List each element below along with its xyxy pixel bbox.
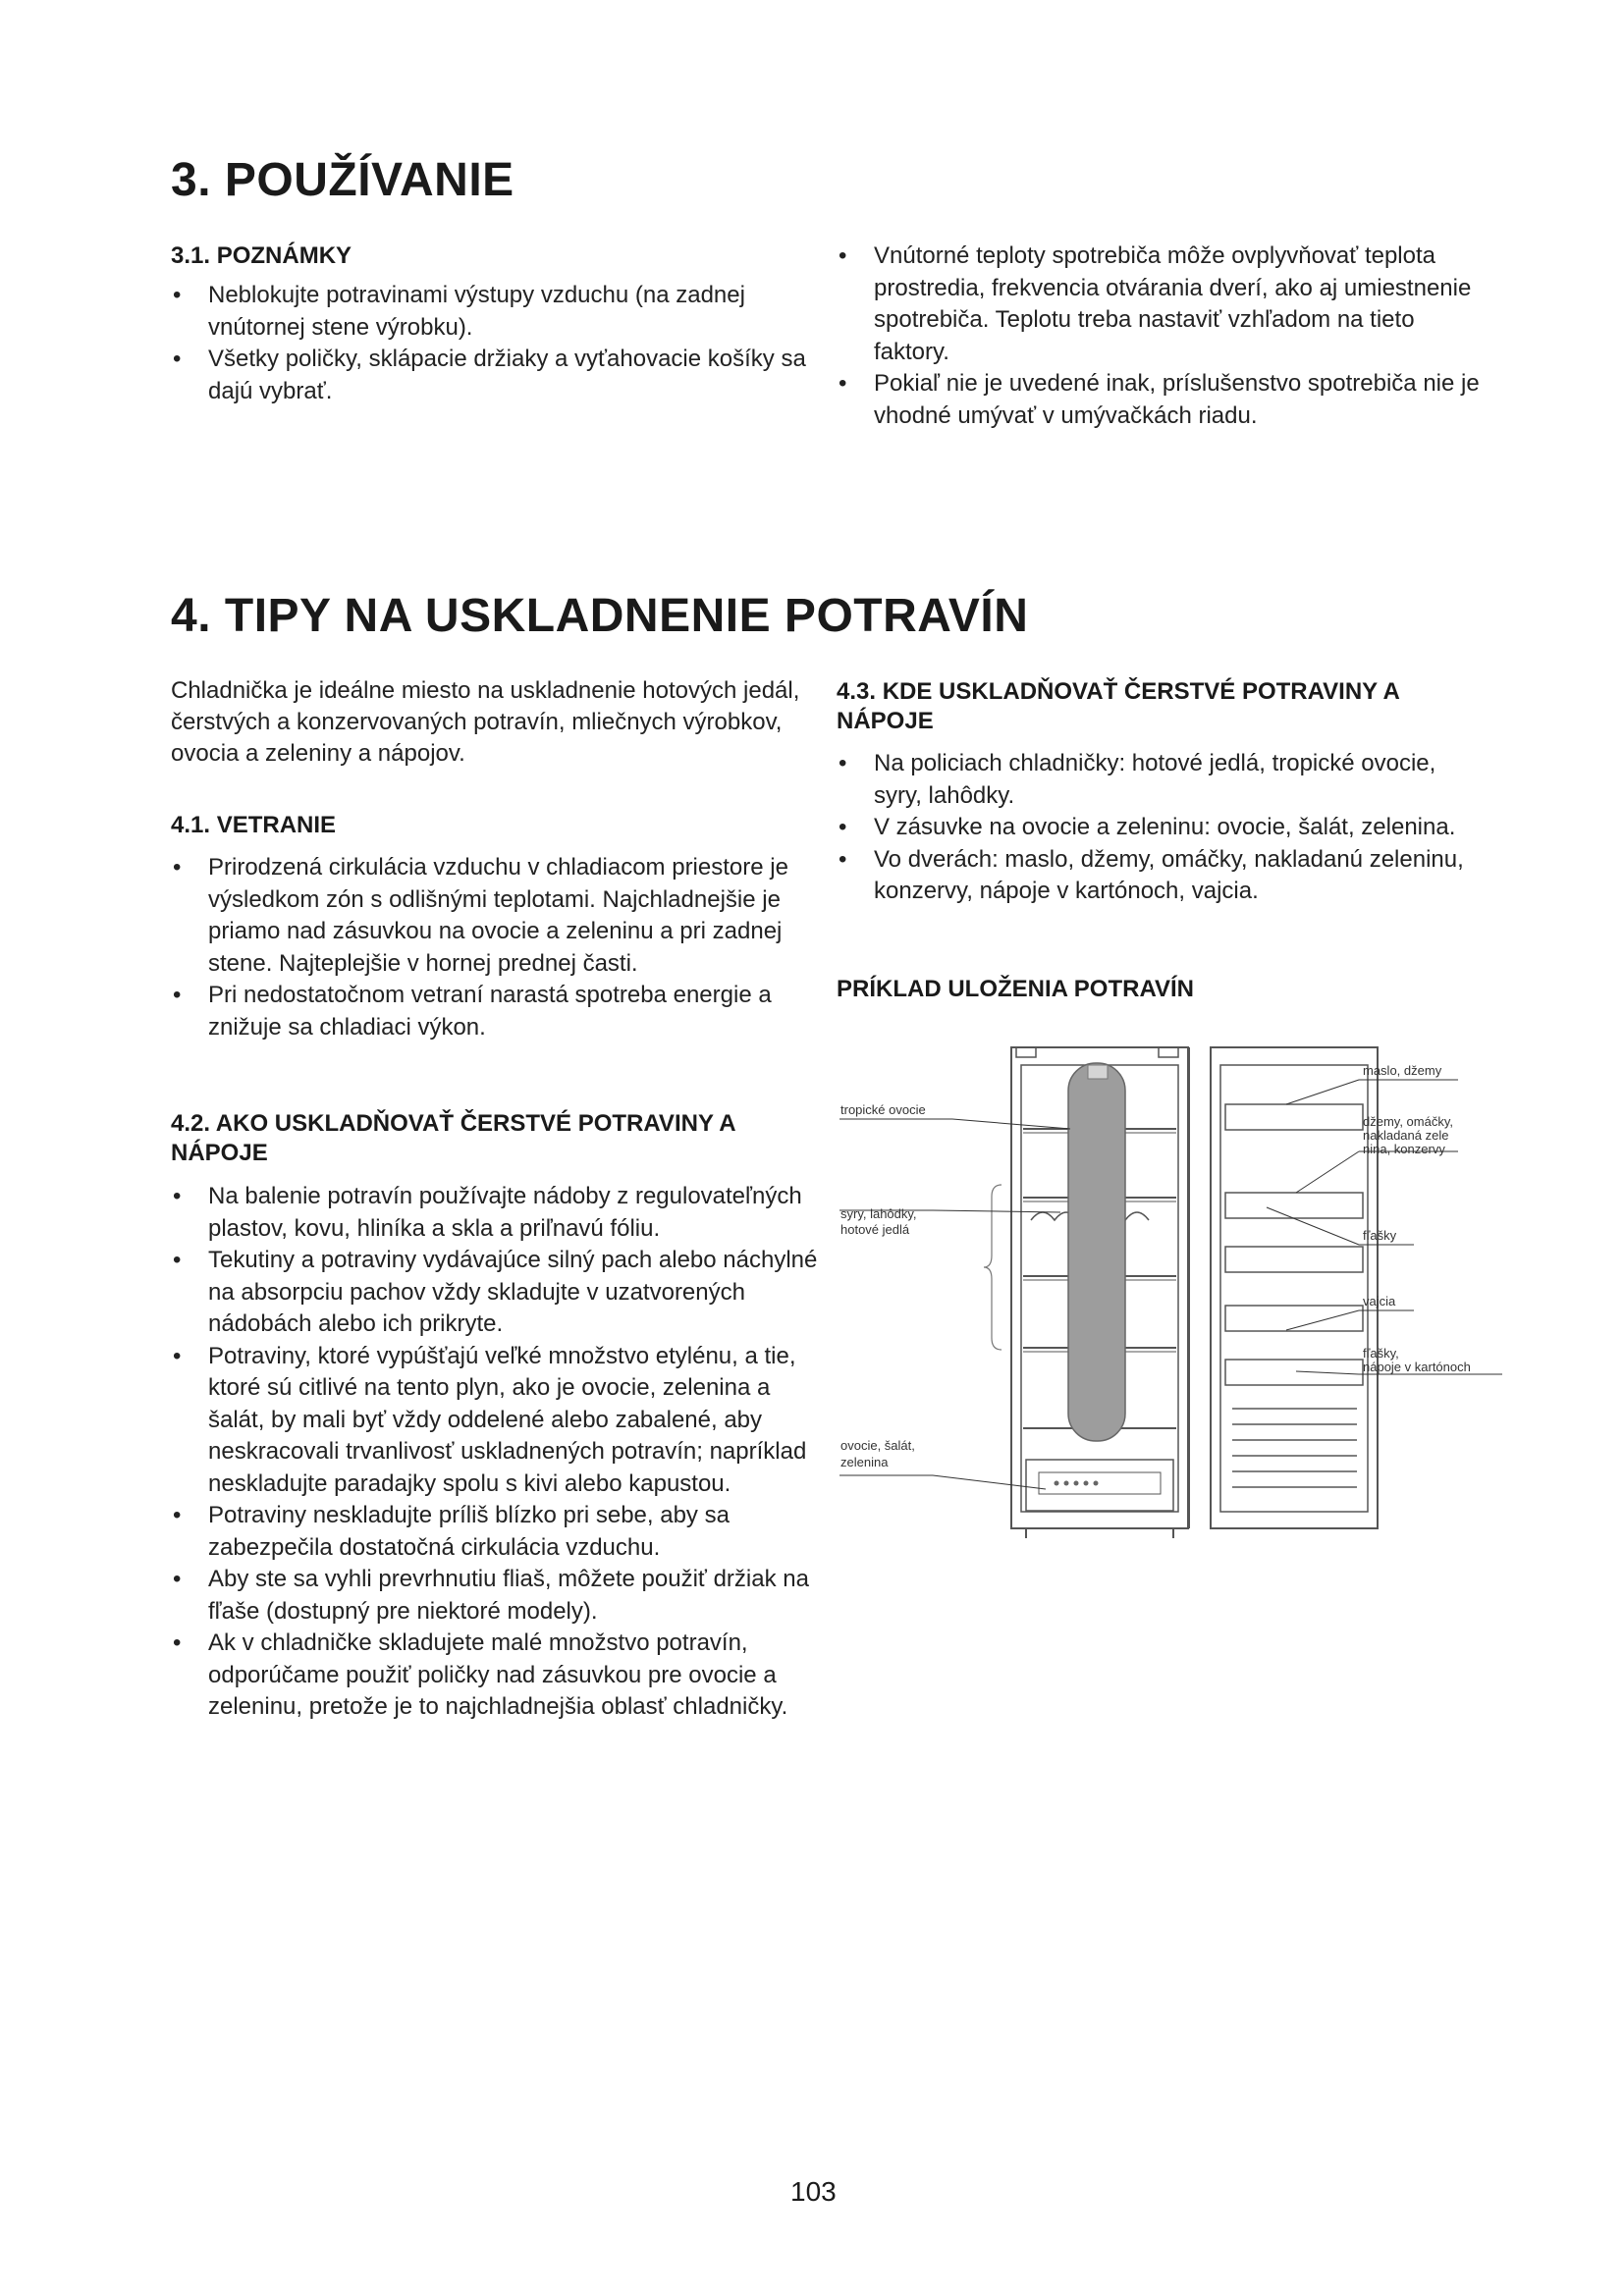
section-4-title: 4. TIPY NA USKLADNENIE POTRAVÍN	[171, 590, 1029, 642]
list-item: • Potraviny neskladujte príliš blízko pri sebe, aby sa zabezpečila dostatočná cirkulácia vzduchu.	[171, 1500, 819, 1564]
list-item: • Aby ste sa vyhli prevrhnutiu fliaš, môžete použiť držiak na fľaše (dostupný pre niektoré modely).	[171, 1564, 819, 1628]
section-4-1-heading: 4.1. VETRANIE	[171, 812, 337, 838]
section-3-1-heading: 3.1. POZNÁMKY	[171, 242, 352, 269]
label-cheese-line-2: hotové jedlá	[840, 1222, 910, 1237]
door-bin-3	[1225, 1247, 1363, 1272]
list-item: • Na balenie potravín používajte nádoby z regulovateľných plastov, kovu, hliníka a skla a priľnavú fóliu.	[171, 1181, 819, 1245]
section-4-2-list	[171, 1181, 819, 1724]
label-bottles: fľašky	[1363, 1228, 1397, 1243]
list-item: • Pokiaľ nie je uvedené inak, príslušenstvo spotrebiča nie je vhodné umývať v umývačkách riadu.	[837, 368, 1485, 432]
section-3-title: 3. POUŽÍVANIE	[171, 154, 514, 206]
list-item: • Potraviny, ktoré vypúšťajú veľké množstvo etylénu, a tie, ktoré sú citlivé na tento plyn, ako je ovocie, zelenina a šalát, by mali byť vždy oddelené alebo zabalené, aby neskracovali trvanlivosť uskladnených potravín; napríklad neskladujte paradajky spolu s kivi alebo kapustou.	[171, 1341, 819, 1501]
door-bin-4	[1225, 1306, 1363, 1331]
list-item: • Všetky poličky, sklápacie držiaky a vyťahovacie košíky sa dajú vybrať.	[171, 344, 809, 407]
list-item: • Neblokujte potravinami výstupy vzduchu (na zadnej vnútornej stene výrobku).	[171, 280, 809, 344]
label-jams-line-3: nina, konzervy	[1363, 1142, 1445, 1156]
section-4-3-heading: 4.3. KDE USKLADŇOVAŤ ČERSTVÉ POTRAVINY A NÁPOJE	[837, 678, 1399, 734]
label-jams-line-2: nakladaná zele	[1363, 1128, 1449, 1143]
section-4-2-heading: 4.2. AKO USKLADŇOVAŤ ČERSTVÉ POTRAVINY A NÁPOJE	[171, 1110, 735, 1166]
section-3-1-left-list	[171, 280, 809, 407]
list-item: • Prirodzená cirkulácia vzduchu v chladiacom priestore je výsledkom zón s odlišnými teplotami. Najchladnejšie je priamo nad zásuvkou na ovocie a zeleninu a pri zadnej stene. Najteplejšie v hornej prednej časti.	[171, 852, 809, 980]
section-3-1-right-list	[837, 240, 1485, 432]
label-butter-jams: maslo, džemy	[1363, 1063, 1442, 1078]
example-heading: PRÍKLAD ULOŽENIA POTRAVÍN	[837, 976, 1194, 1002]
label-vegetables-line-1: ovocie, šalát,	[840, 1438, 915, 1453]
label-bottles-cartons-line-2: nápoje v kartónoch	[1363, 1360, 1471, 1374]
label-tropical-fruit: tropické ovocie	[840, 1102, 926, 1117]
page-number: 103	[790, 2176, 837, 2207]
label-cheese-line-1: syry, lahôdky,	[840, 1206, 917, 1221]
list-item: • Vo dverách: maslo, džemy, omáčky, nakladanú zeleninu, konzervy, nápoje v kartónoch, vajcia.	[837, 844, 1485, 908]
list-item: • Pri nedostatočnom vetraní narastá spotreba energie a znižuje sa chladiaci výkon.	[171, 980, 809, 1043]
label-bottles-cartons-line-1: fľašky,	[1363, 1346, 1399, 1361]
crisper-drawer	[1026, 1460, 1173, 1511]
section-4-3-list	[837, 748, 1485, 908]
label-vegetables-line-2: zelenina	[840, 1455, 889, 1469]
air-duct	[1068, 1063, 1125, 1441]
door-bin-2	[1225, 1193, 1363, 1218]
list-item: • Tekutiny a potraviny vydávajúce silný pach alebo náchylné na absorpciu pachov vždy skladujte v uzatvorených nádobách alebo ich prikryte.	[171, 1245, 819, 1341]
section-4-intro: Chladnička je ideálne miesto na uskladnenie hotových jedál, čerstvých a konzervovaných potravín, mliečnych výrobkov, ovocia a zeleniny a nápojov.	[171, 677, 800, 767]
fridge-storage-diagram	[835, 1036, 1512, 1556]
door-bin-5	[1225, 1360, 1363, 1385]
list-item: • Ak v chladničke skladujete malé množstvo potravín, odporúčame použiť poličky nad zásuvkou pre ovocie a zeleninu, pretože je to najchladnejšia oblasť chladničky.	[171, 1628, 819, 1724]
label-jams-line-1: džemy, omáčky,	[1363, 1114, 1453, 1129]
section-4-1-list	[171, 852, 809, 1043]
list-item: • Vnútorné teploty spotrebiča môže ovplyvňovať teplota prostredia, frekvencia otvárania dverí, ako aj umiestnenie spotrebiča. Teplotu treba nastaviť vzhľadom na tieto faktory.	[837, 240, 1485, 368]
door-bin-1	[1225, 1104, 1363, 1130]
list-item: • V zásuvke na ovocie a zeleninu: ovocie, šalát, zelenina.	[837, 812, 1485, 844]
label-eggs: vajcia	[1363, 1294, 1396, 1308]
list-item: • Na policiach chladničky: hotové jedlá, tropické ovocie, syry, lahôdky.	[837, 748, 1485, 812]
